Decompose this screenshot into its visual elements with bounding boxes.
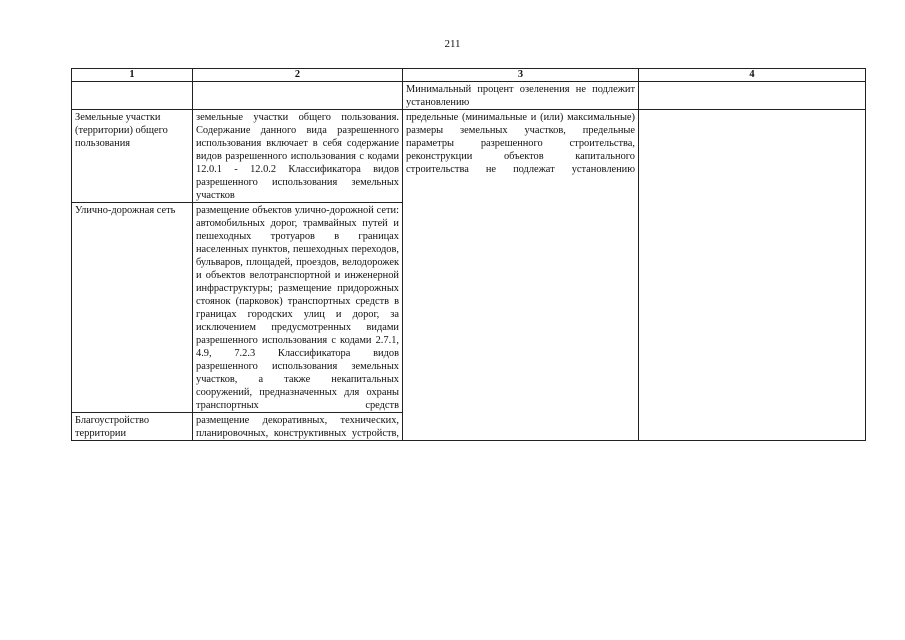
column-header-3: 3 (403, 69, 639, 82)
min-greening-cell: Минимальный процент озеленения не подлежит установлению (403, 82, 639, 110)
column-header-2: 2 (193, 69, 403, 82)
table-cell-empty (639, 110, 866, 441)
use-type-description: земельные участки общего пользования. Содержание данного вида разрешенного использования включает в себя содержание видов разрешенного использования с кодами 12.0.1 - 12.0.2 Классификатора видов разрешенного использования земельных участков (193, 110, 403, 203)
table-cell-empty (72, 82, 193, 110)
regulations-table (71, 68, 866, 441)
table-cell-empty (193, 82, 403, 110)
use-type-name: Улично-дорожная сеть (72, 203, 193, 413)
parameters-cell: предельные (минимальные и (или) максимальные) размеры земельных участков, предельные параметры разрешенного строительства, реконструкции объектов капитального строительства не подлежат установлению (403, 110, 639, 441)
use-type-description: размещение объектов улично-дорожной сети: автомобильных дорог, трамвайных путей и пешеходных тротуаров в границах населенных пунктов, пешеходных переходов, бульваров, площадей, проездов, велодорожек и объектов велотранспортной и инженерной инфраструктуры; размещение придорожных стоянок (парковок) транспортных средств в границах городских улиц и дорог, за исключением предусмотренных видами разрешенного использования с кодами 2.7.1, 4.9, 7.2.3 Классификатора видов разрешенного использования земельных участков, а также некапитальных сооружений, предназначенных для охраны транспортных средств (193, 203, 403, 413)
column-header-4: 4 (639, 69, 866, 82)
column-header-1: 1 (72, 69, 193, 82)
page-number: 211 (444, 38, 461, 50)
use-type-name: Благоустройство территории (72, 413, 193, 441)
use-type-description: размещение декоративных, технических, планировочных, конструктивных устройств, (193, 413, 403, 441)
table-cell-empty (639, 82, 866, 110)
table-header-row (72, 69, 866, 82)
table-row (72, 110, 866, 203)
table-row (72, 82, 866, 110)
use-type-name: Земельные участки (территории) общего пользования (72, 110, 193, 203)
